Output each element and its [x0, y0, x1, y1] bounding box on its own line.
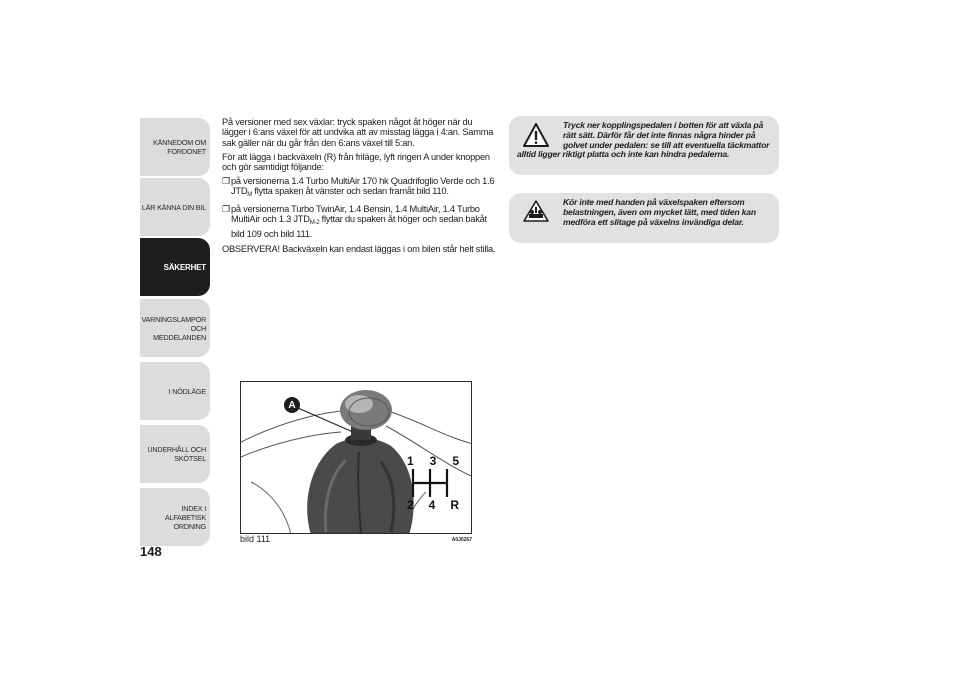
gear-label: 1	[407, 454, 414, 468]
tab-label: UNDERHÅLL OCH	[147, 445, 206, 454]
gear-label: 3	[429, 454, 437, 468]
shift-gate-icon	[410, 469, 456, 499]
warning-text: Tryck ner kopplingspedalen i botten för att växla på rätt sätt. Därför får det inte finnas några hinder på golvet under pedalen: se till att eventuella täckmattor alltid ligger riktigt platta och inte kan hindra pedalerna.	[517, 120, 770, 160]
tab-label: SÄKERHET	[163, 262, 206, 272]
warning-box-clutch	[509, 116, 779, 175]
list-item	[222, 176, 497, 201]
tab-label: SKÖTSEL	[174, 454, 206, 463]
tab-label: VARNINGSLAMPOR	[141, 314, 206, 324]
list-item-text: på versionerna 1.4 Turbo MultiAir 170 hk Quadrifoglio Verde och 1.6 $JTD_M$ flytta spaken åt vänster och sedan framåt bild 110.	[231, 176, 495, 199]
tab-label: INDEX I ALFABETISK	[164, 503, 206, 522]
checkbox-bullet-icon: ❒	[222, 203, 230, 214]
gearbox-wear-icon	[523, 200, 549, 224]
tab-label: OCH MEDDELANDEN	[153, 323, 206, 342]
tab-varningslampor[interactable]	[140, 299, 210, 357]
gear-lever-illustration	[240, 381, 472, 534]
checkbox-bullet-icon: ❒	[222, 176, 230, 187]
tab-label: I NÖDLÄGE	[168, 386, 206, 396]
warning-text: Kör inte med handen på växelspaken eftersom belastningen, även om mycket lätt, med tiden kan medföra ett slitage på växelns invändiga delar.	[563, 197, 756, 227]
warning-box-gear-lever	[509, 193, 779, 243]
tab-label: KÄNNEDOM OM	[153, 138, 206, 147]
callout-label-a: A	[284, 397, 300, 413]
figure-code: A0J0267	[451, 537, 472, 543]
tab-i-nodlage[interactable]	[140, 362, 210, 420]
paragraph-six-gears: På versioner med sex växlar: tryck spaken något åt höger när du lägger i 6:ans växel för att undvika att av misstag lägga i 4:an. Samma sak gäller när du går från den 6:ans växel till 5:an.	[222, 117, 494, 148]
page-number: 148	[140, 544, 162, 559]
body-text-column	[222, 117, 497, 258]
tab-label: FORDONET	[167, 147, 206, 156]
gear-label: 4	[428, 498, 436, 512]
warning-triangle-icon	[523, 123, 549, 147]
tab-index[interactable]	[140, 488, 210, 546]
figure-caption	[240, 534, 472, 544]
paragraph-reverse-gear: För att lägga i backväxeln (R) från friläge, lyft ringen A under knoppen och gör samtidigt följande:	[222, 151, 490, 173]
tab-label: LÄR KÄNNA DIN BIL	[141, 202, 206, 212]
gear-label: R	[450, 498, 459, 512]
figure-caption-text: bild 111	[240, 534, 271, 544]
tab-underhall-och-skotsel[interactable]	[140, 425, 210, 483]
list-item-text: på versionerna Turbo TwinAir, 1.4 Bensin, 1.4 MultiAir, 1.4 Turbo MultiAir och 1.3 $JTD_{M-2}$ flyttar du spaken åt höger och sedan bakåt bild 109 och bild 111.	[231, 203, 487, 239]
tab-kannedom-om-fordonet[interactable]	[140, 118, 210, 176]
tab-sakerhet[interactable]	[140, 238, 210, 296]
tab-label: ORDNING	[173, 521, 206, 531]
gear-label: 2	[407, 498, 414, 512]
list-item	[222, 204, 497, 239]
gear-label: 5	[452, 454, 459, 468]
tab-lar-kanna-din-bil[interactable]	[140, 178, 210, 236]
gear-shift-pattern	[407, 454, 467, 516]
note-paragraph: OBSERVERA! Backväxeln kan endast läggas i om bilen står helt stilla.	[222, 244, 496, 255]
